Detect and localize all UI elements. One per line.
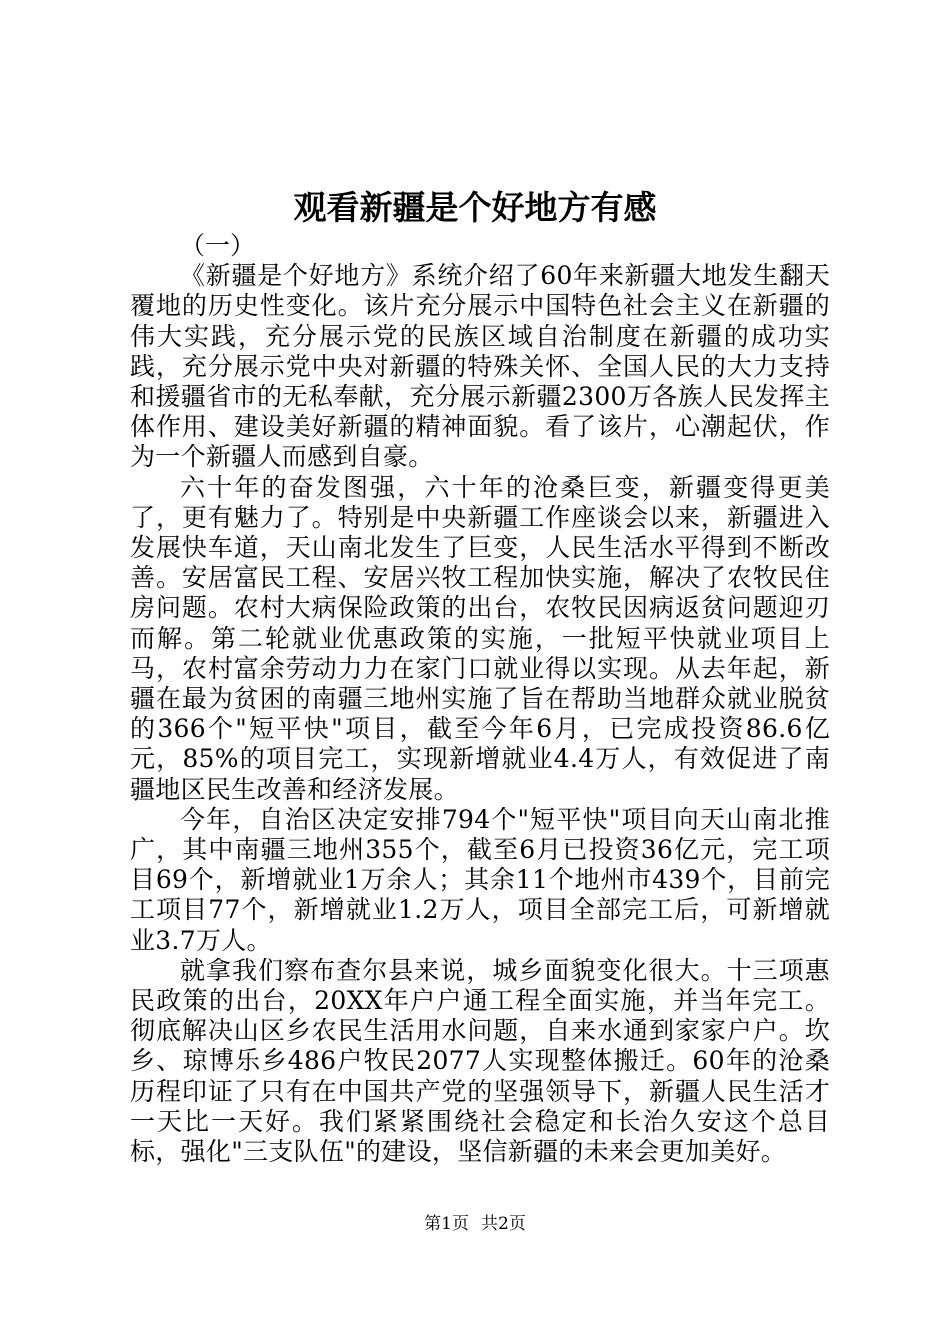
document-title: 观看新疆是个好地方有感 xyxy=(293,188,657,227)
page-total: 共2页 xyxy=(481,1214,526,1234)
paragraph-3: 今年，自治区决定安排794个"短平快"项目向天山南北推广，其中南疆三地州355个，截至6月已投资36亿元，完工项目69个，新增就业1万余人；其余11个地州市439个，目前完工项目77个，新增就业1.2万人，项目全部完工后，可新增就业3.7万人。 xyxy=(130,804,830,955)
document-body xyxy=(130,231,830,1167)
page-footer xyxy=(0,1212,950,1236)
paragraph-1: 《新疆是个好地方》系统介绍了60年来新疆大地发生翻天覆地的历史性变化。该片充分展示中国特色社会主义在新疆的伟大实践，充分展示党的民族区域自治制度在新疆的成功实践，充分展示党中央对新疆的特殊关怀、全国人民的大力支持和援疆省市的无私奉献，充分展示新疆2300万各族人民发挥主体作用、建设美好新疆的精神面貌。看了该片，心潮起伏，作为一个新疆人而感到自豪。 xyxy=(130,261,830,472)
paragraph-4: 就拿我们察布查尔县来说，城乡面貌变化很大。十三项惠民政策的出台，20XX年户户通工程全面实施，并当年完工。彻底解决山区乡农民生活用水问题，自来水通到家家户户。坎乡、琼博乐乡486户牧民2077人实现整体搬迁。60年的沧桑历程印证了只有在中国共产党的坚强领导下，新疆人民生活才一天比一天好。我们紧紧围绕社会稳定和长治久安这个总目标，强化"三支队伍"的建设，坚信新疆的未来会更加美好。 xyxy=(130,955,830,1167)
paragraph-2: 六十年的奋发图强，六十年的沧桑巨变，新疆变得更美了，更有魅力了。特别是中央新疆工作座谈会以来，新疆进入发展快车道，天山南北发生了巨变，人民生活水平得到不断改善。安居富民工程、安居兴牧工程加快实施，解决了农牧民住房问题。农村大病保险政策的出台，农牧民因病返贫问题迎刃而解。第二轮就业优惠政策的实施，一批短平快就业项目上马，农村富余劳动力力在家门口就业得以实现。从去年起，新疆在最为贫困的南疆三地州实施了旨在帮助当地群众就业脱贫的366个"短平快"项目，截至今年6月，已完成投资86.6亿元，85%的项目完工，实现新增就业4.4万人，有效促进了南疆地区民生改善和经济发展。 xyxy=(130,472,830,804)
section-mark: （一） xyxy=(180,231,256,260)
page-number: 第1页 xyxy=(424,1214,469,1234)
